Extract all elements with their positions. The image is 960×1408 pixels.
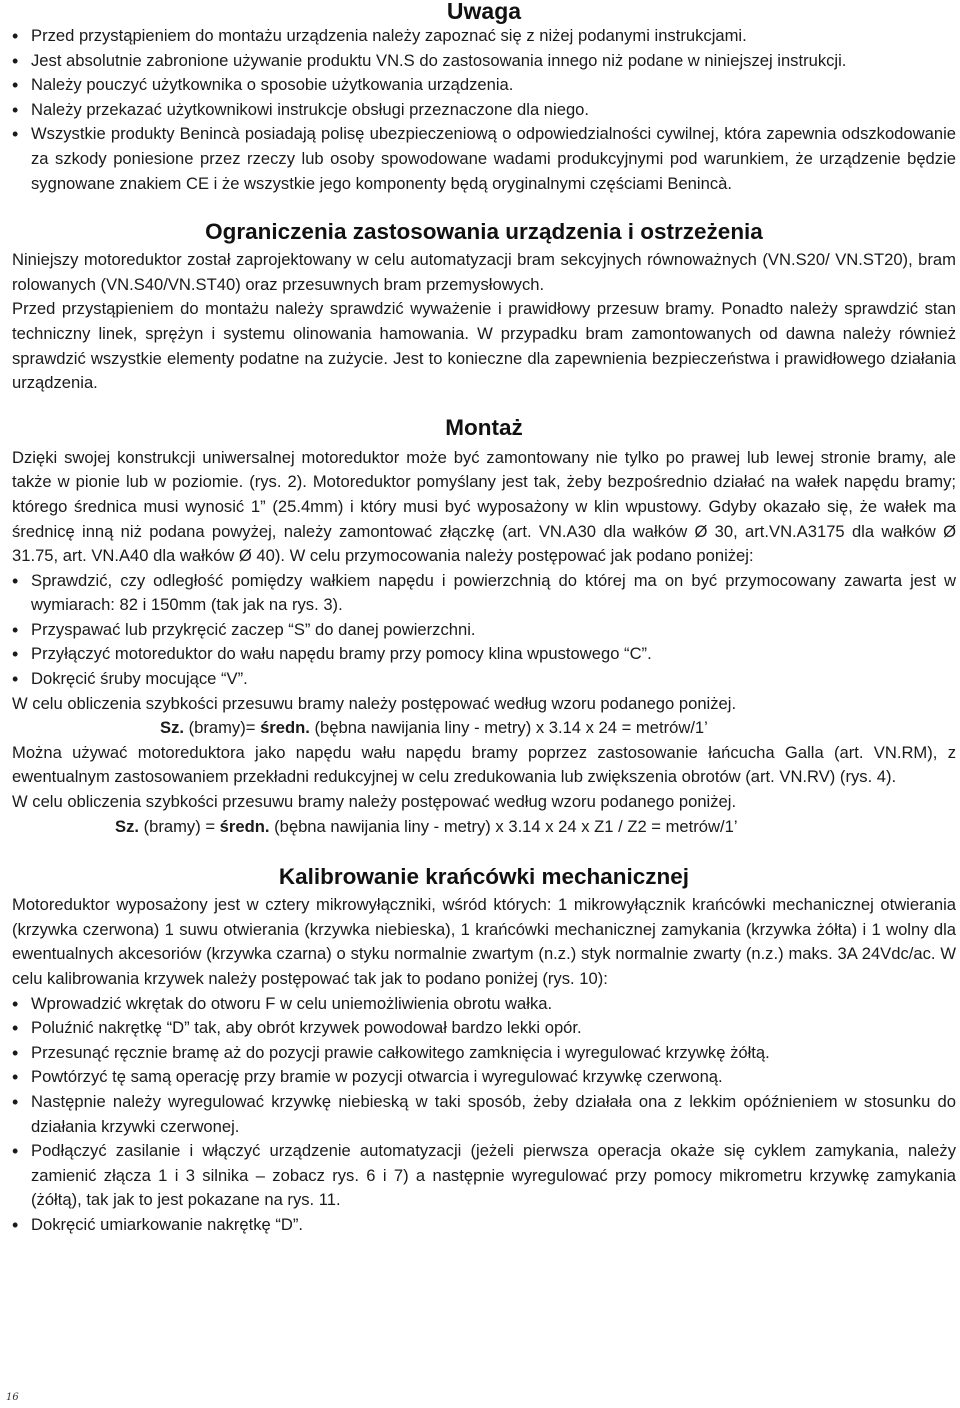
kalibrowanie-list [12, 992, 956, 1238]
kalibrowanie-paragraph-1: Motoreduktor wyposażony jest w cztery mikrowyłączniki, wśród których: 1 mikrowyłącznik krańcówki mechanicznej otwierania (krzywka czerwona) 1 suwu otwierania (krzywka niebieska), 1 krańcówki mechanicznej zamykania (krzywka żółta) i 1 wolny dla ewentualnych akcesoriów (krzywka czarna) o styku normalnie zwartym (n.z.) styk normalnie zwarty (n.z.) maks. 3A 24Vdc/ac. W celu kalibrowania krzywek należy postępować tak jak to podano poniżej (rys. 10): [12, 895, 956, 988]
kalibrowanie-item: • Przesunąć ręcznie bramę aż do pozycji prawie całkowitego zamknięcia i wyregulować krzywkę żółtą. [12, 1041, 956, 1066]
section-ograniczenia [12, 218, 956, 396]
formula-text: (bramy) = [138, 816, 220, 836]
kalibrowanie-item: • Wprowadzić wkrętak do otworu F w celu uniemożliwienia obrotu wałka. [12, 992, 956, 1017]
formula-sz-label: Sz. [115, 816, 139, 836]
speed-formula-1 [12, 716, 956, 741]
uwaga-item: • Należy przekazać użytkownikowi instrukcje obsługi przeznaczone dla niego. [12, 98, 956, 123]
heading-uwaga: Uwaga [446, 0, 522, 24]
kalibrowanie-item: • Następnie należy wyregulować krzywkę niebieską w taki sposób, żeby działała ona z lekkim opóźnieniem w stosunku do działania krzywki czerwonej. [12, 1090, 956, 1139]
montaz-item: • Przyspawać lub przykręcić zaczep “S” do danej powierzchni. [12, 618, 956, 643]
heading-kalibrowanie: Kalibrowanie krańcówki mechanicznej [278, 864, 690, 890]
montaz-item: • Sprawdzić, czy odległość pomiędzy wałkiem napędu i powierzchnią do której ma on być przymocowany zawarta jest w wymiarach: 82 i 150mm (tak jak na rys. 3). [12, 569, 956, 618]
montaz-paragraph-3: Można używać motoreduktora jako napędu wału napędu bramy poprzez zastosowanie łańcucha Galla (art. VN.RM), z ewentualnym zastosowaniem przekładni redukcyjnej w celu zredukowania lub zwiększenia obrotów (art. VN.RV) (rys. 4). [12, 742, 956, 787]
montaz-paragraph-4: W celu obliczenia szybkości przesuwu bramy należy postępować według wzoru podanego poniżej. [12, 792, 737, 812]
kalibrowanie-item: • Dokręcić umiarkowanie nakrętkę “D”. [12, 1213, 956, 1238]
formula-sredn-label: średn. [260, 718, 310, 738]
kalibrowanie-item: • Powtórzyć tę samą operację przy bramie w pozycji otwarcia i wyregulować krzywkę czerwoną. [12, 1065, 956, 1090]
uwaga-item: • Wszystkie produkty Benincà posiadają polisę ubezpieczeniową o odpowiedzialności cywilnej, która zapewnia odszkodowanie za szkody poniesione przez rzeczy lub osoby spowodowane wadami produkcyjnymi pod warunkiem, że urządzenie będzie sygnowane znakiem CE i że wszystkie jego komponenty będą oryginalnymi częściami Benincà. [12, 122, 956, 196]
section-uwaga [12, 0, 956, 196]
uwaga-item: • Przed przystąpieniem do montażu urządzenia należy zapoznać się z niżej podanymi instrukcjami. [12, 24, 956, 49]
heading-montaz: Montaż [445, 414, 523, 440]
uwaga-item: • Należy pouczyć użytkownika o sposobie użytkowania urządzenia. [12, 73, 956, 98]
uwaga-list [12, 24, 956, 196]
formula-sredn-label: średn. [219, 816, 270, 836]
montaz-list [12, 569, 956, 692]
formula-text: (bębna nawijania liny - metry) x 3.14 x 24 = metrów/1’ [309, 718, 708, 738]
montaz-item: • Dokręcić śruby mocujące “V”. [12, 667, 956, 692]
uwaga-item: • Jest absolutnie zabronione używanie produktu VN.S do zastosowania innego niż podane w niniejszej instrukcji. [12, 49, 956, 74]
ograniczenia-paragraph-2: Przed przystąpieniem do montażu należy sprawdzić wyważenie i prawidłowy przesuw bramy. Ponadto należy sprawdzić stan techniczny linek, sprężyn i systemu olinowania hamowania. W przypadku bram zamontowanych od dawna należy również sprawdzić wszystkie elementy podatne na zużycie. Jest to konieczne dla zapewnienia bezpieczeństwa i prawidłowego działania urządzenia. [12, 299, 956, 393]
speed-formula-2 [12, 815, 956, 840]
montaz-paragraph-1: Dzięki swojej konstrukcji uniwersalnej motoreduktor może być zamontowany nie tylko po prawej lub lewej stronie bramy, ale także w pionie lub w poziomie. (rys. 2). Motoreduktor pomyślany jest tak, żeby bezpośrednio działać na wałek napędu bramy; którego średnica musi wynosić 1” (25.4mm) i który musi być wyposażony w klin wpustowy. Gdyby okazało się, że wałek ma średnicę inną niż podana powyżej, należy zamontować złączkę (art. VN.A30 dla wałków Ø 30, art.VN.A3175 dla wałków Ø 31.75, art. VN.A40 dla wałków Ø 40). W celu przymocowania należy postępować jak podano poniżej: [12, 447, 956, 566]
heading-ograniczenia: Ograniczenia zastosowania urządzenia i ostrzeżenia [205, 219, 763, 245]
ograniczenia-paragraph-1: Niniejszy motoreduktor został zaprojektowany w celu automatyzacji bram sekcyjnych równoważnych (VN.S20/ VN.ST20), bram rolowanych (VN.S40/VN.ST40) oraz przesuwnych bram przemysłowych. [12, 250, 956, 294]
section-montaz [12, 414, 956, 840]
montaz-item: • Przyłączyć motoreduktor do wału napędu bramy przy pomocy klina wpustowego “C”. [12, 642, 956, 667]
kalibrowanie-item: • Podłączyć zasilanie i włączyć urządzenie automatyzacji (jeżeli pierwsza operacja okaże się cyklem zamykania, należy zamienić złącza 1 i 3 silnika – zobacz rys. 6 i 7) a następnie wyregulować przy pomocy mikrometru krzywkę zamykania (żółtą), tak jak to jest pokazane na rys. 11. [12, 1139, 956, 1213]
formula-text: (bębna nawijania liny - metry) x 3.14 x 24 x Z1 / Z2 = metrów/1’ [269, 816, 738, 836]
page-number: 16 [6, 1392, 19, 1403]
montaz-paragraph-2: W celu obliczenia szybkości przesuwu bramy należy postępować według wzoru podanego poniżej. [12, 693, 737, 713]
formula-text: (bramy)= [183, 718, 261, 738]
kalibrowanie-item: • Poluźnić nakrętkę “D” tak, aby obrót krzywek powodował bardzo lekki opór. [12, 1016, 956, 1041]
document-page [12, 0, 956, 1238]
formula-sz-label: Sz. [160, 718, 184, 738]
section-kalibrowanie [12, 863, 956, 1237]
